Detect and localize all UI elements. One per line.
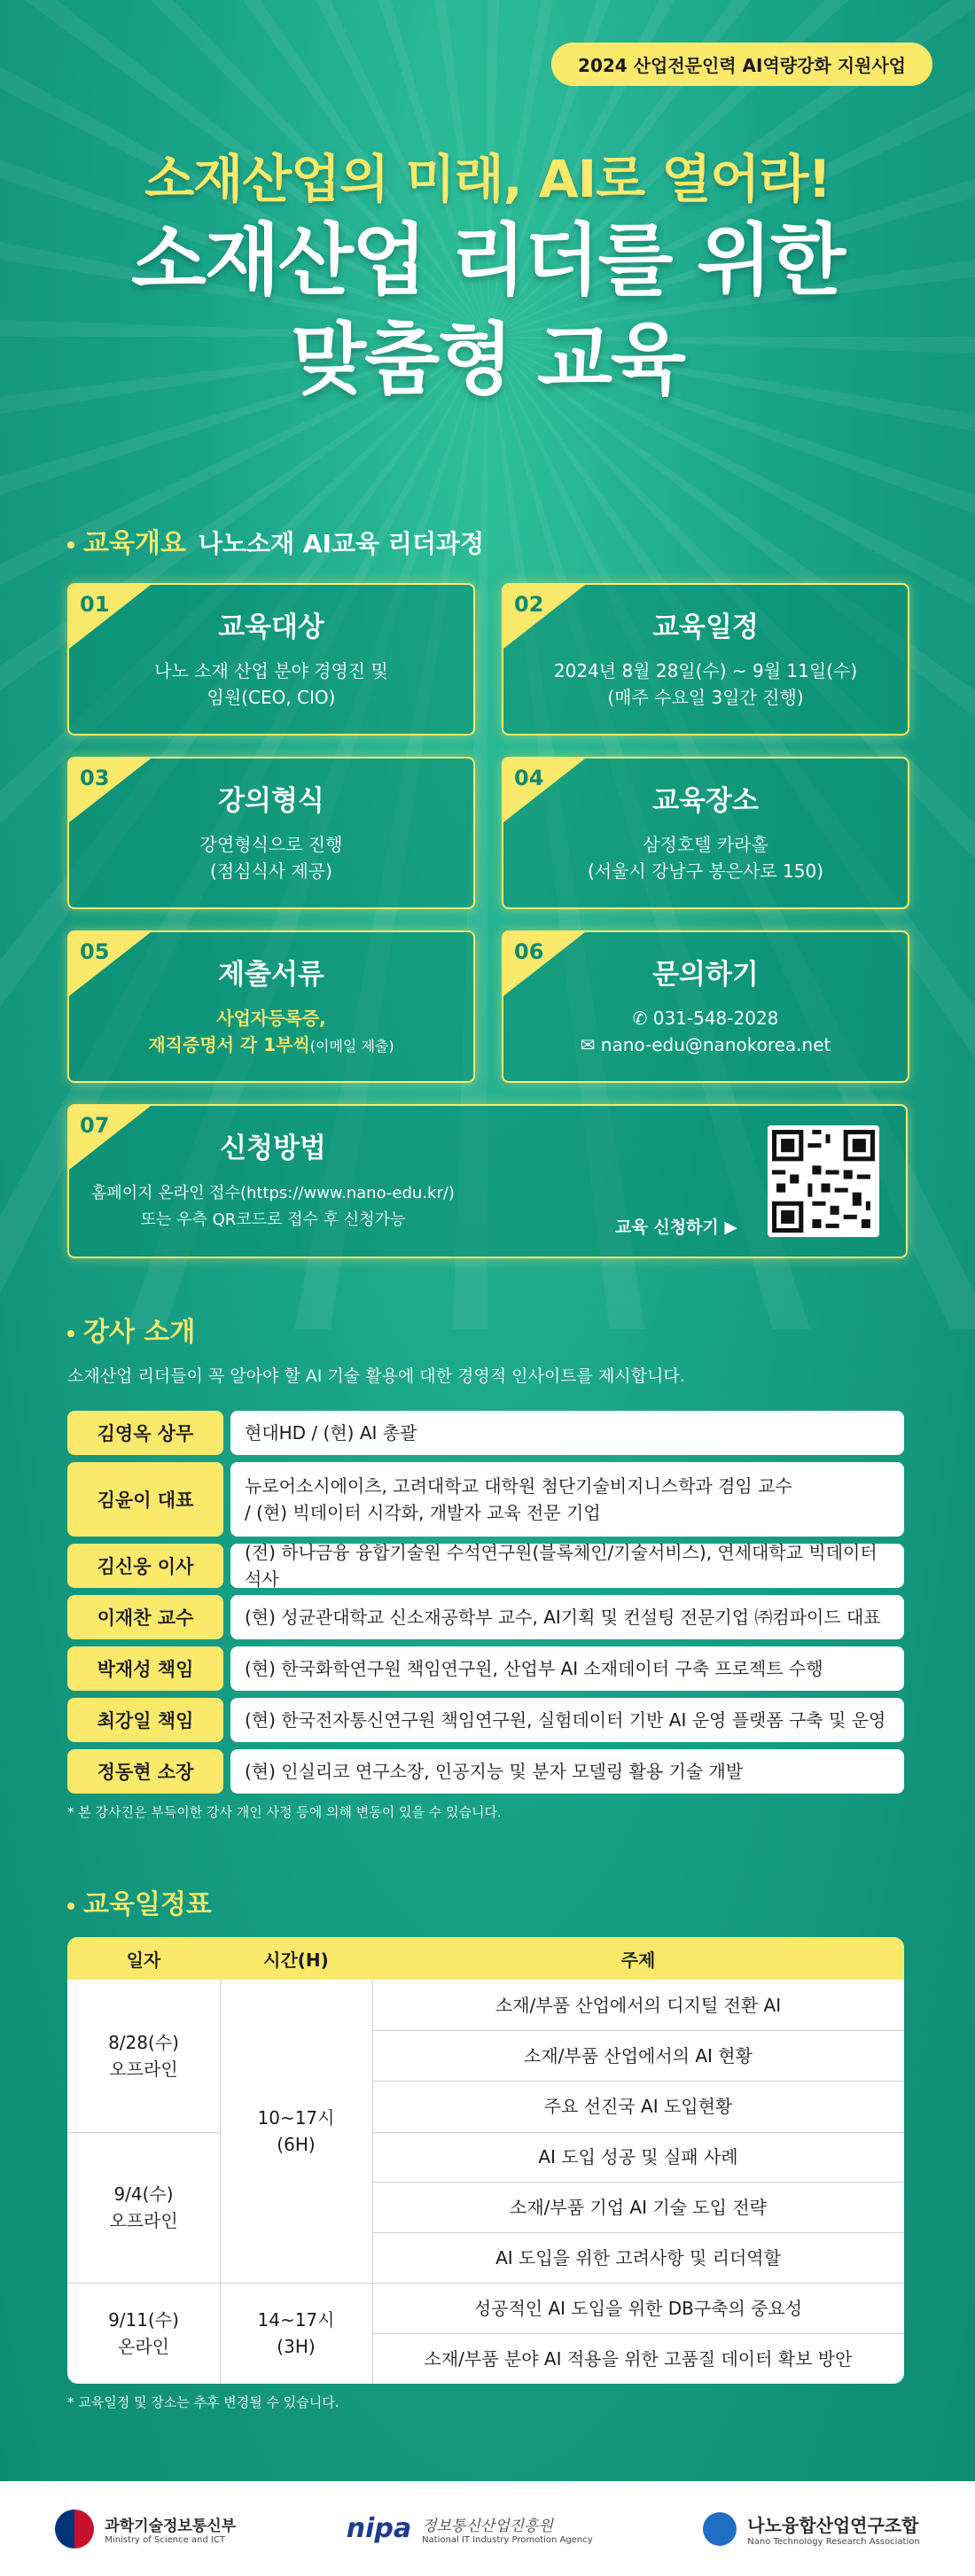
lecturer-name: 정동현 소장 (67, 1749, 223, 1794)
card-format: 03 강의형식 강연형식으로 진행 (점심식사 제공) (67, 757, 475, 909)
main-title (0, 211, 975, 409)
lecturer-desc: (현) 한국화학연구원 책임연구원, 산업부 AI 소재데이터 구축 프로젝트 수행 (230, 1646, 904, 1691)
lecturer-row (67, 1749, 904, 1794)
lecturer-desc: (전) 하나금융 융합기술원 수석연구원(블록체인/기술서비스), 연세대학교 빅데이터 석사 (230, 1544, 904, 1588)
main-title-line2: 맞춤형 교육 (291, 314, 684, 405)
card-body: 사업자등록증, 재직증명서 각 1부씩(이메일 제출) (148, 1008, 394, 1055)
card-contact: 06 문의하기 ✆ 031-548-2028 ✉ nano-edu@nanokorea.net (502, 930, 909, 1083)
schedule-table (67, 1937, 904, 2384)
main-title-line1: 소재산업 리더를 위한 (130, 214, 845, 306)
topic-cell: 소재/부품 기업 AI 기술 도입 전략 (510, 2196, 767, 2218)
lecturer-desc: (현) 성균관대학교 신소재공학부 교수, AI기획 및 컨설팅 전문기업 ㈜컴파이드 대표 (230, 1595, 904, 1639)
email-address[interactable]: nano-edu@nanokorea.net (600, 1034, 831, 1055)
lecturers-note: * 본 강사진은 부득이한 강사 개인 사정 등에 의해 변동이 있을 수 있습니다. (67, 1804, 502, 1820)
phone-number[interactable]: 031-548-2028 (652, 1008, 779, 1029)
lecturer-row (67, 1544, 904, 1588)
nipa-wordmark: nipa (346, 2513, 412, 2544)
phone-icon: ✆ (632, 1008, 653, 1029)
card-venue: 04 교육장소 삼정호텔 카라홀 (서울시 강남구 봉은사로 150) (502, 757, 909, 909)
msit-logo: 과학기술정보통신부 Ministry of Science and ICT (55, 2510, 236, 2549)
topic-cell: 소재/부품 분야 AI 적용을 위한 고품질 데이터 확보 방안 (424, 2347, 853, 2370)
card-body (503, 1005, 908, 1058)
lecturer-desc: (현) 인실리코 연구소장, 인공지능 및 분자 모델링 활용 기술 개발 (230, 1749, 904, 1794)
topic-cell: 성공적인 AI 도입을 위한 DB구축의 중요성 (473, 2297, 803, 2319)
card-target: 01 교육대상 나노 소재 산업 분야 경영진 및 임원(CEO, CIO) (67, 583, 475, 735)
lecturer-desc: 뉴로어소시에이츠, 고려대학교 대학원 첨단기술비지니스학과 겸임 교수 / (현) 빅데이터 시각화, 개발자 교육 전문 기업 (230, 1462, 904, 1537)
overview-subtitle: 나노소재 AI교육 리더과정 (198, 529, 484, 558)
qr-code[interactable] (768, 1125, 879, 1237)
column-header: 시간(H) (220, 1937, 372, 1980)
ntra-logo: 나노융합산업연구조합 Nano Technology Research Association (703, 2511, 919, 2547)
program-badge: 2024 산업전문인력 AI역량강화 지원사업 (551, 43, 932, 86)
card-title: 교육장소 (652, 785, 759, 817)
card-title: 교육일정 (652, 611, 759, 643)
lecturer-row (67, 1462, 904, 1537)
card-title: 신청방법 (220, 1132, 326, 1164)
email-icon: ✉ (580, 1034, 601, 1055)
date-cell: 8/28(수) 오프라인 (108, 2032, 179, 2080)
card-documents: 05 제출서류 사업자등록증, 재직증명서 각 1부씩(이메일 제출) (67, 930, 475, 1083)
topic-cell: 주요 선진국 AI 도입현황 (543, 2096, 733, 2117)
overview-heading: 교육개요 나노소재 AI교육 리더과정 (67, 521, 484, 560)
lecturer-row (67, 1698, 904, 1742)
lecturer-name: 박재성 책임 (67, 1646, 223, 1691)
tagline: 소재산업의 미래, AI로 열어라! (144, 149, 831, 209)
lecturer-name: 김윤이 대표 (67, 1462, 223, 1537)
time-cell: 10~17시 (6H) (257, 2107, 335, 2155)
column-header: 일자 (67, 1937, 220, 1980)
lecturer-row (67, 1411, 904, 1455)
ntra-icon (703, 2512, 737, 2546)
card-body: 나노 소재 산업 분야 경영진 및 임원(CEO, CIO) (154, 660, 388, 708)
schedule-note: * 교육일정 및 장소는 추후 변경될 수 있습니다. (67, 2394, 339, 2410)
card-body: 홈페이지 온라인 접수(https://www.nano-edu.kr/) 또는 우측 QR코드로 접수 후 신청가능 (91, 1184, 455, 1229)
card-title: 제출서류 (218, 959, 324, 991)
topic-cell: 소재/부품 산업에서의 디지털 전환 AI (495, 1994, 782, 2016)
lecturer-desc: 현대HD / (현) AI 총괄 (230, 1411, 904, 1455)
topic-cell: AI 도입 성공 및 실패 사례 (538, 2146, 738, 2167)
schedule-heading: 교육일정표 (67, 1882, 212, 1921)
lecturers-heading: 강사 소개 (67, 1310, 195, 1349)
footer (0, 2481, 975, 2576)
lecturer-name: 최강일 책임 (67, 1698, 223, 1742)
card-title: 문의하기 (652, 959, 759, 991)
taegeuk-icon (55, 2510, 94, 2549)
topic-cell: AI 도입을 위한 고려사항 및 리더역할 (495, 2246, 781, 2269)
lecturer-row (67, 1646, 904, 1691)
lecturer-row (67, 1595, 904, 1639)
date-cell: 9/4(수) 오프라인 (109, 2183, 178, 2231)
nipa-logo: nipa 정보통신산업진흥원 National IT Industry Promotion Agency (346, 2513, 593, 2545)
bullet-dot (67, 541, 74, 549)
card-body: 강연형식으로 진행 (점심식사 제공) (199, 834, 343, 882)
bullet-dot (67, 1903, 74, 1910)
lecturer-name: 김신웅 이사 (67, 1544, 223, 1588)
card-title: 교육대상 (218, 611, 324, 643)
card-application: 07 신청방법 홈페이지 온라인 접수(https://www.nano-edu.kr/) 또는 우측 QR코드로 접수 후 신청가능 교육 신청하기 ▶ (67, 1104, 908, 1258)
time-cell: 14~17시 (3H) (257, 2309, 335, 2357)
card-body: 2024년 8월 28일(수) ~ 9월 11일(수) (매주 수요일 3일간 진행) (553, 660, 858, 708)
lecturers-description: 소재산업 리더들이 꼭 알아야 할 AI 기술 활용에 대한 경영적 인사이트를 제시합니다. (67, 1366, 685, 1386)
card-body: 삼정호텔 카라홀 (서울시 강남구 봉은사로 150) (587, 834, 824, 882)
topic-cell: 소재/부품 산업에서의 AI 현황 (524, 2044, 753, 2066)
lecturer-desc: (현) 한국전자통신연구원 책임연구원, 실험데이터 기반 AI 운영 플랫폼 구축 및 운영 (230, 1698, 904, 1742)
card-title: 강의형식 (218, 785, 324, 817)
lecturer-name: 김영옥 상무 (67, 1411, 223, 1455)
bullet-dot (67, 1330, 74, 1337)
apply-link[interactable]: 교육 신청하기 ▶ (615, 1218, 737, 1237)
lecturer-name: 이재찬 교수 (67, 1595, 223, 1639)
column-header: 주제 (372, 1937, 904, 1980)
date-cell: 9/11(수) 온라인 (108, 2309, 179, 2357)
card-schedule: 02 교육일정 2024년 8월 28일(수) ~ 9월 11일(수) (매주 수요일 3일간 진행) (502, 583, 909, 735)
